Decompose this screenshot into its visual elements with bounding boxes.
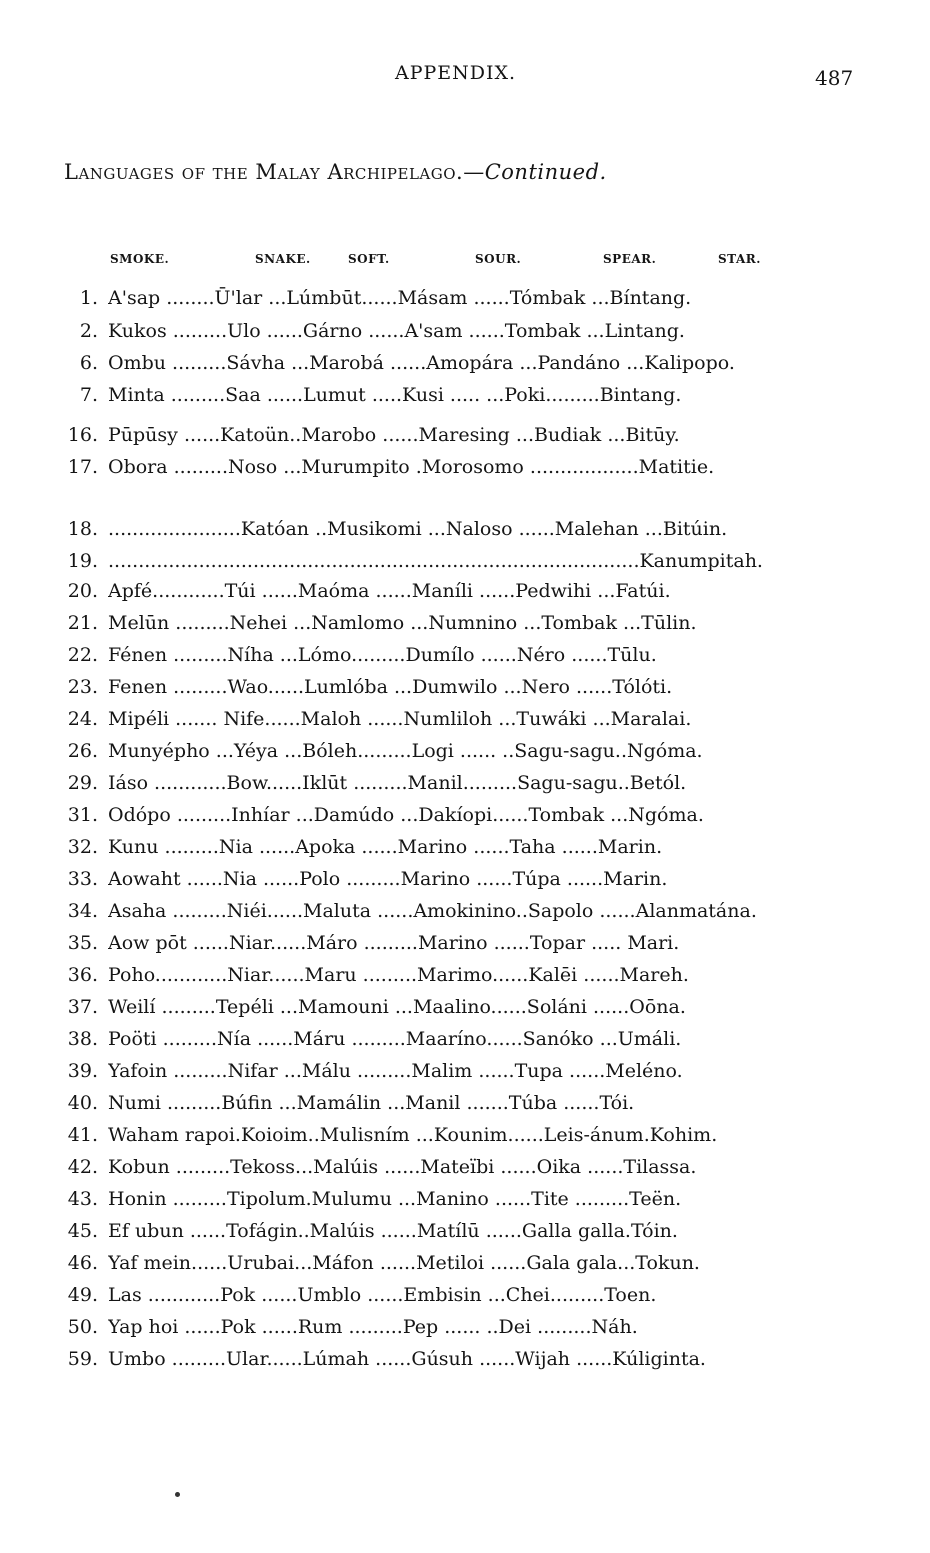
row-entries: Ombu .........Sávha ...Marobá ......Amopára ...Pandáno ...Kalipopo. — [108, 352, 735, 374]
table-row — [0, 1152, 930, 1182]
table-row — [0, 1056, 930, 1086]
column-header-star: STAR. — [718, 252, 761, 266]
heading-continued: Continued. — [484, 160, 607, 184]
row-entries: Pūpūsy ......Katoün..Marobo ......Maresing ...Budiak ...Bitūy. — [108, 424, 680, 446]
table-row — [0, 928, 930, 958]
row-number: 22. — [67, 644, 98, 666]
page-number: 487 — [815, 66, 854, 90]
table-row — [0, 546, 930, 576]
row-entries: Yap hoi ......Pok ......Rum .........Pep ...... ..Dei .........Náh. — [108, 1316, 638, 1338]
table-row — [0, 348, 930, 378]
row-number: 38. — [67, 1028, 98, 1050]
row-entries: Obora .........Noso ...Murumpito .Morosomo ..................Matitie. — [108, 456, 715, 478]
column-header-smoke: SMOKE. — [110, 252, 170, 266]
column-header-soft: SOFT. — [348, 252, 390, 266]
table-row — [0, 768, 930, 798]
row-number: 41. — [67, 1124, 98, 1146]
row-number: 34. — [67, 900, 98, 922]
table-row — [0, 380, 930, 410]
table-row — [0, 704, 930, 734]
row-entries: Waham rapoi.Koioim..Mulisním ...Kounim......Leis-ánum.Kohim. — [108, 1124, 718, 1146]
table-row — [0, 832, 930, 862]
row-entries: Kobun .........Tekoss...Malúis ......Mateïbi ......Oika ......Tilassa. — [108, 1156, 697, 1178]
row-number: 26. — [67, 740, 98, 762]
row-entries: Aowaht ......Nia ......Polo .........Marino ......Túpa ......Marin. — [108, 868, 668, 890]
row-number: 40. — [67, 1092, 98, 1114]
row-number: 21. — [67, 612, 98, 634]
row-entries: ......................Katóan ..Musikomi ...Naloso ......Malehan ...Bitúin. — [108, 518, 728, 540]
row-entries: Munyépho ...Yéya ...Bóleh.........Logi ...... ..Sagu-sagu..Ngóma. — [108, 740, 703, 762]
column-headers — [0, 252, 930, 272]
row-entries: Fenen .........Wao......Lumlóba ...Dumwilo ...Nero ......Tólóti. — [108, 676, 673, 698]
row-number: 29. — [67, 772, 98, 794]
table-row — [0, 992, 930, 1022]
row-number: 24. — [67, 708, 98, 730]
row-number: 1. — [79, 287, 98, 309]
row-entries: Honin .........Tipolum.Mulumu ...Manino ......Tite .........Teën. — [108, 1188, 682, 1210]
row-entries: Fénen .........Níha ...Lómo.........Dumílo ......Néro ......Tūlu. — [108, 644, 657, 666]
table-row — [0, 672, 930, 702]
column-header-sour: SOUR. — [475, 252, 522, 266]
row-entries: Poöti .........Nía ......Máru .........Maaríno......Sanóko ...Umáli. — [108, 1028, 682, 1050]
table-row — [0, 1344, 930, 1374]
running-title: APPENDIX. — [395, 62, 517, 84]
row-number: 18. — [67, 518, 98, 540]
row-number: 20. — [67, 580, 98, 602]
running-head — [0, 60, 930, 90]
table-row — [0, 864, 930, 894]
section-heading — [64, 160, 607, 184]
row-number: 6. — [79, 352, 98, 374]
column-header-snake: SNAKE. — [255, 252, 311, 266]
row-entries: Kunu .........Nia ......Apoka ......Marino ......Taha ......Marin. — [108, 836, 663, 858]
row-entries: Weilí .........Tepéli ...Mamouni ...Maalino......Soláni ......Oōna. — [108, 996, 686, 1018]
table-row — [0, 1088, 930, 1118]
row-entries: Ef ubun ......Tofágin..Malúis ......Matílū ......Galla galla.Tóin. — [108, 1220, 678, 1242]
stray-dot-mark — [175, 1492, 180, 1497]
row-number: 19. — [67, 550, 98, 572]
table-row — [0, 1184, 930, 1214]
row-number: 17. — [67, 456, 98, 478]
row-entries: Melūn .........Nehei ...Namlomo ...Numnino ...Tombak ...Tūlin. — [108, 612, 697, 634]
row-number: 2. — [79, 320, 98, 342]
table-row — [0, 960, 930, 990]
row-entries: Las ............Pok ......Umblo ......Embisin ...Chei.........Toen. — [108, 1284, 657, 1306]
table-row — [0, 640, 930, 670]
row-entries: ........................................................................................Kanumpitah. — [108, 550, 763, 572]
heading-main: Languages of the Malay Archipelago.— — [64, 160, 485, 184]
row-number: 50. — [67, 1316, 98, 1338]
row-entries: Odópo .........Inhíar ...Damúdo ...Dakíopi......Tombak ...Ngóma. — [108, 804, 704, 826]
table-row — [0, 608, 930, 638]
row-number: 59. — [67, 1348, 98, 1370]
table-row — [0, 1024, 930, 1054]
row-number: 36. — [67, 964, 98, 986]
row-number: 16. — [67, 424, 98, 446]
table-row — [0, 316, 930, 346]
table-row — [0, 896, 930, 926]
row-number: 49. — [67, 1284, 98, 1306]
table-row — [0, 1120, 930, 1150]
row-number: 39. — [67, 1060, 98, 1082]
table-row — [0, 800, 930, 830]
row-number: 32. — [67, 836, 98, 858]
row-entries: Iáso ............Bow......Iklūt .........Manil.........Sagu-sagu..Betól. — [108, 772, 687, 794]
row-number: 37. — [67, 996, 98, 1018]
table-row — [0, 283, 930, 313]
table-row — [0, 1312, 930, 1342]
row-number: 45. — [67, 1220, 98, 1242]
row-entries: Kukos .........Ulo ......Gárno ......A'sam ......Tombak ...Lintang. — [108, 320, 685, 342]
row-number: 7. — [79, 384, 98, 406]
row-entries: Aow pōt ......Niar......Máro .........Marino ......Topar ..... Mari. — [108, 932, 680, 954]
row-entries: A'sap ........Ū'lar ...Lúmbūt......Másam ......Tómbak ...Bíntang. — [108, 287, 692, 309]
column-header-spear: SPEAR. — [603, 252, 657, 266]
row-entries: Mipéli ....... Nife......Maloh ......Numliloh ...Tuwáki ...Maralai. — [108, 708, 692, 730]
row-number: 43. — [67, 1188, 98, 1210]
table-row — [0, 420, 930, 450]
row-entries: Apfé............Túi ......Maóma ......Maníli ......Pedwihi ...Fatúi. — [108, 580, 671, 602]
row-number: 33. — [67, 868, 98, 890]
row-number: 31. — [67, 804, 98, 826]
table-row — [0, 514, 930, 544]
row-entries: Umbo .........Ular......Lúmah ......Gúsuh ......Wijah ......Kúliginta. — [108, 1348, 706, 1370]
row-number: 46. — [67, 1252, 98, 1274]
row-entries: Yafoin .........Nifar ...Málu .........Malim ......Tupa ......Meléno. — [108, 1060, 683, 1082]
row-entries: Yaf mein......Urubai...Máfon ......Metiloi ......Gala gala...Tokun. — [108, 1252, 700, 1274]
table-row — [0, 1280, 930, 1310]
table-row — [0, 1216, 930, 1246]
row-entries: Numi .........Búfin ...Mamálin ...Manil .......Túba ......Tói. — [108, 1092, 635, 1114]
table-row — [0, 452, 930, 482]
row-number: 23. — [67, 676, 98, 698]
table-row — [0, 736, 930, 766]
row-entries: Poho............Niar......Maru .........Marimo......Kalēi ......Mareh. — [108, 964, 689, 986]
row-entries: Asaha .........Niéi......Maluta ......Amokinino..Sapolo ......Alanmatána. — [108, 900, 757, 922]
row-number: 42. — [67, 1156, 98, 1178]
row-number: 35. — [67, 932, 98, 954]
table-row — [0, 1248, 930, 1278]
row-entries: Minta .........Saa ......Lumut .....Kusi ..... ...Poki.........Bintang. — [108, 384, 682, 406]
table-row — [0, 576, 930, 606]
